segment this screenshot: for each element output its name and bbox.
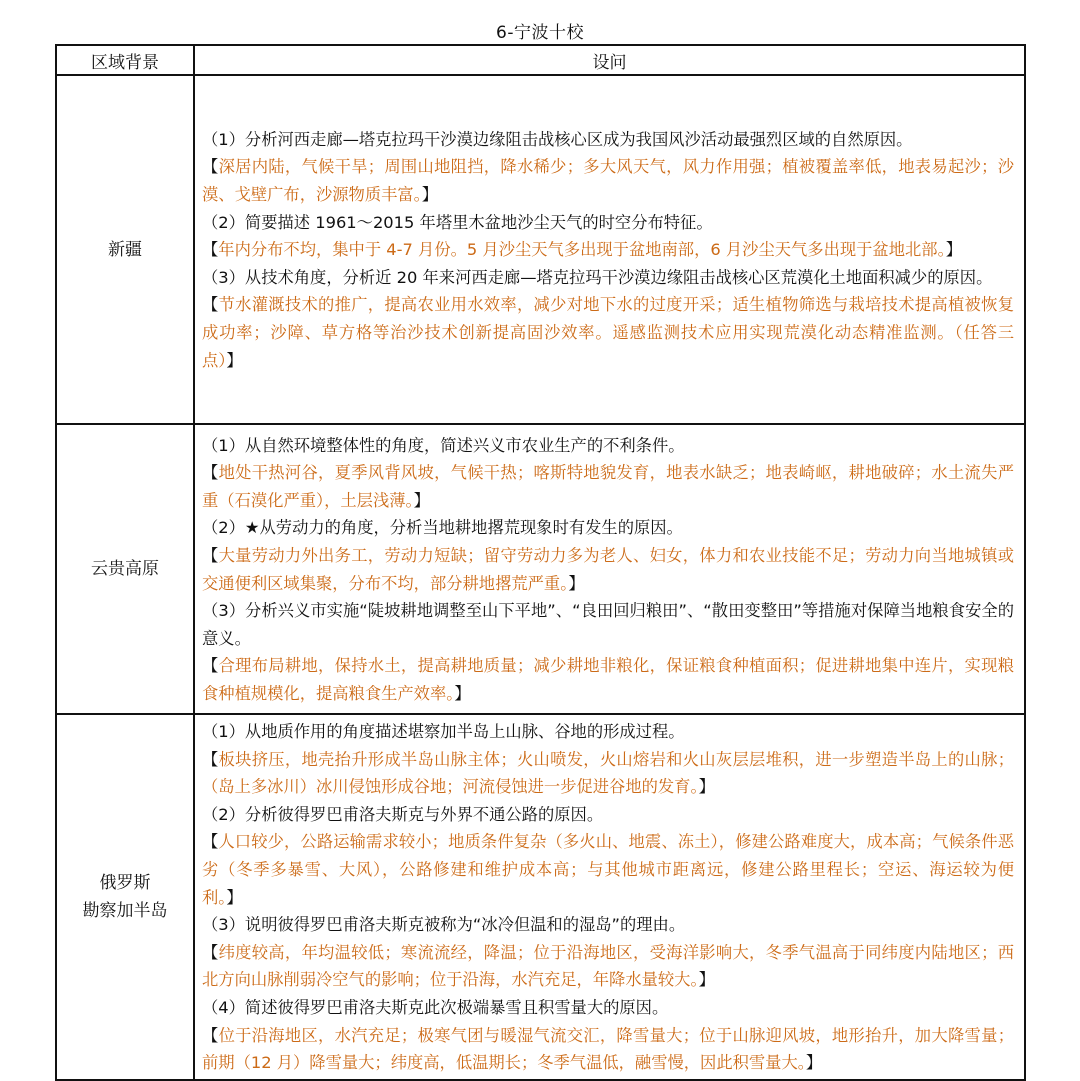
region-label-line: 俄罗斯 — [99, 872, 151, 893]
answer-content: 大量劳动力外出务工，劳动力短缺；留守劳动力多为老人、妇女，体力和农业技能不足；劳动力向当地城镇或交通便利区域集聚，分布不均，部分耕地撂荒严重。 — [202, 545, 1014, 593]
question-text: （1）从自然环境整体性的角度，简述兴义市农业生产的不利条件。 — [202, 435, 685, 455]
question-text: （2）分析彼得罗巴甫洛夫斯克与外界不通公路的原因。 — [202, 804, 604, 824]
region-cell — [56, 75, 194, 424]
answer-content: 节水灌溉技术的推广，提高农业用水效率，减少对地下水的过度开采；适生植物筛选与栽培技术提高植被恢复成功率；沙障、草方格等治沙技术创新提高固沙效率。遥感监测技术应用实现荒漠化动态精准监测。（任答三点） — [202, 295, 1014, 370]
header-region: 区域背景 — [56, 45, 194, 75]
answer-content: 合理布局耕地，保持水土，提高耕地质量；减少耕地非粮化，保证粮食种植面积；促进耕地集中连片，实现粮食种植规模化，提高粮食生产效率。 — [202, 656, 1014, 703]
question-text: （3）从技术角度，分析近 20 年来河西走廊—塔克拉玛干沙漠边缘阻击战核心区荒漠化土地面积减少的原因。 — [202, 267, 993, 287]
answer-text: 【年内分布不均，集中于 4-7 月份。5 月沙尘天气多出现于盆地南部，6 月沙尘天气多出现于盆地北部。】 — [202, 240, 962, 260]
header-question: 设问 — [194, 45, 1025, 75]
answer-text: 【节水灌溉技术的推广，提高农业用水效率，减少对地下水的过度开采；适生植物筛选与栽培技术提高植被恢复成功率；沙障、草方格等治沙技术创新提高固沙效率。遥感监测技术应用实现荒漠化动态精准监测。（任答三点）】 — [202, 295, 1014, 370]
region-cell — [56, 714, 194, 1080]
region-label-line: 勘察加半岛 — [82, 900, 168, 921]
answer-content: 地处干热河谷，夏季风背风坡，气候干热；喀斯特地貌发育，地表水缺乏；地表崎岖，耕地破碎；水土流失严重（石漠化严重），土层浅薄。 — [202, 463, 1014, 510]
question-cell — [194, 714, 1025, 1080]
question-text: （4）简述彼得罗巴甫洛夫斯克此次极端暴雪且积雪量大的原因。 — [202, 997, 669, 1017]
answer-text: 【合理布局耕地，保持水土，提高耕地质量；减少耕地非粮化，保证粮食种植面积；促进耕地集中连片，实现粮食种植规模化，提高粮食生产效率。】 — [202, 656, 1014, 703]
question-text: （3）分析兴义市实施“陡坡耕地调整至山下平地”、“良田回归粮田”、“散田变整田”等措施对保障当地粮食安全的意义。 — [202, 601, 1014, 648]
answer-content: 深居内陆，气候干旱；周围山地阻挡，降水稀少；多大风天气，风力作用强；植被覆盖率低，地表易起沙；沙漠、戈壁广布，沙源物质丰富。 — [202, 157, 1014, 205]
question-text: （3）说明彼得罗巴甫洛夫斯克被称为“冰冷但温和的湿岛”的理由。 — [202, 915, 686, 935]
question-text: （2）★从劳动力的角度，分析当地耕地撂荒现象时有发生的原因。 — [202, 518, 683, 538]
answer-text: 【大量劳动力外出务工，劳动力短缺；留守劳动力多为老人、妇女，体力和农业技能不足；劳动力向当地城镇或交通便利区域集聚，分布不均，部分耕地撂荒严重。】 — [202, 545, 1014, 593]
answer-text: 【纬度较高，年均温较低；寒流流经，降温；位于沿海地区，受海洋影响大，冬季气温高于同纬度内陆地区；西北方向山脉削弱冷空气的影响；位于沿海，水汽充足，年降水量较大。】 — [202, 942, 1014, 990]
table-header-row — [56, 45, 1025, 75]
answer-text: 【人口较少，公路运输需求较小；地质条件复杂（多火山、地震、冻土），修建公路难度大，成本高；气候条件恶劣（冬季多暴雪、大风），公路修建和维护成本高；与其他城市距离远，修建公路里程长；空运、海运较为便利。】 — [202, 832, 1014, 907]
question-cell — [194, 424, 1025, 714]
region-label: 新疆 — [108, 239, 142, 260]
answer-text: 【地处干热河谷，夏季风背风坡，气候干热；喀斯特地貌发育，地表水缺乏；地表崎岖，耕地破碎；水土流失严重（石漠化严重），土层浅薄。】 — [202, 463, 1014, 510]
question-text: （1）从地质作用的角度描述堪察加半岛上山脉、谷地的形成过程。 — [202, 722, 685, 741]
qa-table — [55, 44, 1026, 1081]
answer-content: 人口较少，公路运输需求较小；地质条件复杂（多火山、地震、冻土），修建公路难度大，成本高；气候条件恶劣（冬季多暴雪、大风），公路修建和维护成本高；与其他城市距离远，修建公路里程长；空运、海运较为便利。 — [202, 832, 1014, 907]
answer-text: 【深居内陆，气候干旱；周围山地阻挡，降水稀少；多大风天气，风力作用强；植被覆盖率低，地表易起沙；沙漠、戈壁广布，沙源物质丰富。】 — [202, 157, 1014, 205]
answer-content: 纬度较高，年均温较低；寒流流经，降温；位于沿海地区，受海洋影响大，冬季气温高于同纬度内陆地区；西北方向山脉削弱冷空气的影响；位于沿海，水汽充足，年降水量较大。 — [202, 942, 1014, 990]
answer-content: 位于沿海地区，水汽充足；极寒气团与暖湿气流交汇，降雪量大；位于山脉迎风坡，地形抬升，加大降雪量；前期（12 月）降雪量大；纬度高，低温期长；冬季气温低，融雪慢，因此积雪量大。 — [202, 1025, 1014, 1073]
answer-text: 【板块挤压，地壳抬升形成半岛山脉主体；火山喷发，火山熔岩和火山灰层层堆积，进一步塑造半岛上的山脉；（岛上多冰川）冰川侵蚀形成谷地；河流侵蚀进一步促进谷地的发育。】 — [202, 749, 1014, 797]
question-text: （1）分析河西走廊—塔克拉玛干沙漠边缘阻击战核心区成为我国风沙活动最强烈区域的自然原因。 — [202, 129, 913, 149]
question-text: （2）简要描述 1961～2015 年塔里木盆地沙尘天气的时空分布特征。 — [202, 212, 713, 232]
region-cell — [56, 424, 194, 714]
table-row — [56, 714, 1025, 1080]
page-title: 6-宁波十校 — [496, 23, 584, 43]
table-row — [56, 424, 1025, 714]
question-cell — [194, 75, 1025, 424]
region-label: 云贵高原 — [91, 559, 159, 579]
answer-content: 板块挤压，地壳抬升形成半岛山脉主体；火山喷发，火山熔岩和火山灰层层堆积，进一步塑造半岛上的山脉；（岛上多冰川）冰川侵蚀形成谷地；河流侵蚀进一步促进谷地的发育。 — [202, 749, 1014, 797]
table-row — [56, 75, 1025, 424]
answer-text: 【位于沿海地区，水汽充足；极寒气团与暖湿气流交汇，降雪量大；位于山脉迎风坡，地形抬升，加大降雪量；前期（12 月）降雪量大；纬度高，低温期长；冬季气温低，融雪慢，因此积雪量大。】 — [202, 1025, 1014, 1073]
answer-content: 年内分布不均，集中于 4-7 月份。5 月沙尘天气多出现于盆地南部，6 月沙尘天气多出现于盆地北部。 — [218, 240, 946, 260]
